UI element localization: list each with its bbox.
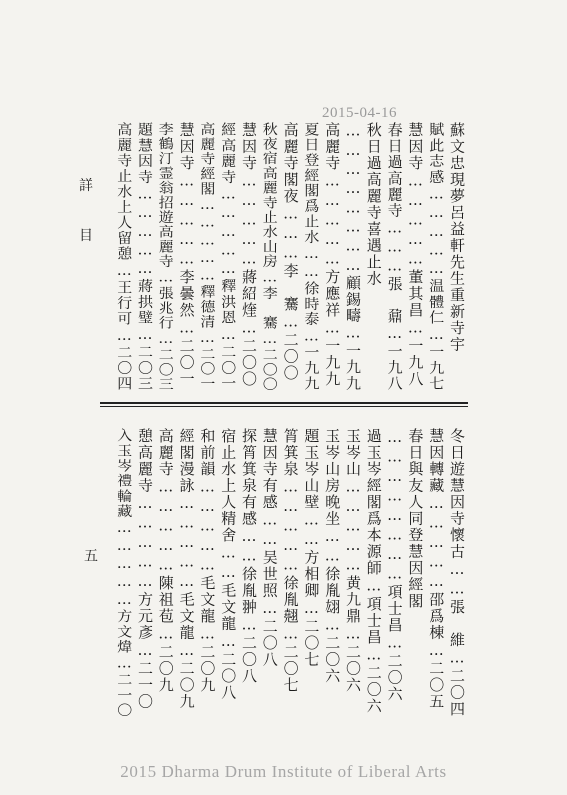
watermark: 2015 Dharma Drum Institute of Liberal Arts	[120, 762, 447, 781]
header-char-detail: 詳	[79, 178, 93, 194]
toc-entry-text: 慧因寺……………董其昌…一九八	[406, 122, 425, 388]
toc-entry	[386, 428, 404, 718]
toc-entry	[240, 122, 258, 392]
toc-entry	[198, 122, 216, 392]
toc-entry	[240, 428, 258, 718]
header-char-contents: 目	[79, 228, 93, 244]
toc-entry	[365, 428, 383, 718]
toc-entry-text: ……………………項士昌…二〇六	[385, 428, 404, 703]
toc-entry-text: 題玉岑山壁……方相卿…二〇七	[302, 428, 321, 668]
toc-entry-text: 入玉岑禮輪藏……………方文煒…二一〇	[115, 428, 134, 719]
toc-entry-text: 秋日過高麗寺喜遇止水	[364, 122, 383, 287]
section-divider-thin	[100, 406, 468, 407]
toc-entry	[157, 428, 175, 718]
toc-entry	[261, 122, 279, 392]
toc-entry-text: 高麗寺閣夜………李 騫…二〇〇	[281, 122, 300, 382]
section-divider	[100, 402, 468, 404]
toc-entry-text: 春日與友人同登慧因經閣	[406, 428, 425, 610]
toc-entry-text: ……………………顧錫疇…一九九	[344, 122, 362, 392]
toc-entry-text: 慧因寺……………蔣紹煃…二〇〇	[240, 122, 258, 388]
toc-entry	[344, 122, 362, 392]
toc-entry-text: 宿止水上人精舍……毛文龍…二〇八	[219, 428, 238, 701]
toc-entry	[302, 122, 320, 392]
toc-entry	[178, 122, 196, 392]
toc-entry-text: 過玉岑經閣爲本源師…項士昌…二〇六	[364, 428, 383, 715]
toc-entry	[427, 428, 445, 718]
toc-entry	[282, 428, 300, 718]
toc-entry-text: 經閣漫詠……………毛文龍…二〇九	[177, 428, 196, 710]
toc-entry-text: 筲箕泉……………徐胤翹…二〇七	[281, 428, 300, 694]
toc-entry-text: 蘇文忠現夢呂益軒先生重新寺宇	[448, 122, 466, 353]
toc-entry-text: 高麗寺……………方應祥…一九九	[323, 122, 342, 388]
toc-entry	[344, 428, 362, 718]
toc-entry	[448, 428, 466, 718]
toc-entry-text: 高麗寺……………陳祖苞…二〇九	[156, 428, 175, 694]
page-number: 五	[82, 548, 98, 562]
toc-entry-text: 題慧因寺……………蔣拱璧…二〇三	[136, 122, 154, 392]
toc-entry	[406, 428, 424, 718]
toc-entry	[136, 428, 154, 718]
toc-entry	[136, 122, 154, 392]
toc-entry-text: 春日過高麗寺………張 鼐…一九八	[385, 122, 404, 392]
toc-entry	[115, 428, 133, 718]
toc-entry-text: 經高麗寺……………釋洪恩…二〇一	[219, 122, 238, 392]
toc-entry	[282, 122, 300, 392]
toc-entry	[219, 428, 237, 718]
toc-entry-text: 賦此志感……………温體仁…一九七	[427, 122, 446, 392]
toc-entry	[115, 122, 133, 392]
toc-entry-text: 夏日登經閣爲止水……徐時泰…一九九	[302, 122, 321, 392]
date-stamp: 2015-04-16	[322, 105, 397, 121]
toc-entry	[448, 122, 466, 392]
toc-entry-text: 秋夜宿高麗寺止水山房…李 騫…二〇〇	[260, 122, 279, 392]
toc-entry-text: 李鶴汀霊翁招遊高麗寺…張兆行…二〇三	[156, 122, 175, 392]
toc-entry-text: 玉岑山……………黄九鼎…二〇六	[344, 428, 362, 694]
toc-entry	[323, 122, 341, 392]
toc-entry	[365, 122, 383, 392]
toc-entry	[323, 428, 341, 718]
toc-entry	[178, 428, 196, 718]
toc-entry	[427, 122, 445, 392]
toc-entry	[386, 122, 404, 392]
toc-entry-text: 玉岑山房晚坐……徐胤翃…二〇六	[323, 428, 342, 685]
toc-entry-text: 憩高麗寺……………方元彥…二一〇	[136, 428, 154, 710]
toc-entry-text: 慧因寺有感……吴世照…二〇八	[260, 428, 279, 668]
toc-entry	[406, 122, 424, 392]
toc-entry-text: 高麗寺止水上人留憩…王行可…二〇四	[115, 122, 134, 392]
toc-entry-text: 冬日遊慧因寺懷古……張 維…二〇四	[448, 428, 466, 718]
toc-entry-text: 慧因轉藏……………邵爲棟…二〇五	[427, 428, 446, 710]
toc-entry	[157, 122, 175, 392]
toc-entry-text: 高麗寺經閣……………釋德清…二〇一	[198, 122, 217, 392]
toc-entry-text: 探筲箕泉有感……徐胤翀…二〇八	[240, 428, 258, 685]
toc-entry	[302, 428, 320, 718]
toc-entry-text: 慧因寺……………李曇然…二〇一	[177, 122, 196, 388]
toc-entry	[219, 122, 237, 392]
toc-entry-text: 和前韻……………毛文龍…二〇九	[198, 428, 217, 694]
running-header	[79, 175, 95, 245]
toc-entry	[261, 428, 279, 718]
toc-entry	[198, 428, 216, 718]
